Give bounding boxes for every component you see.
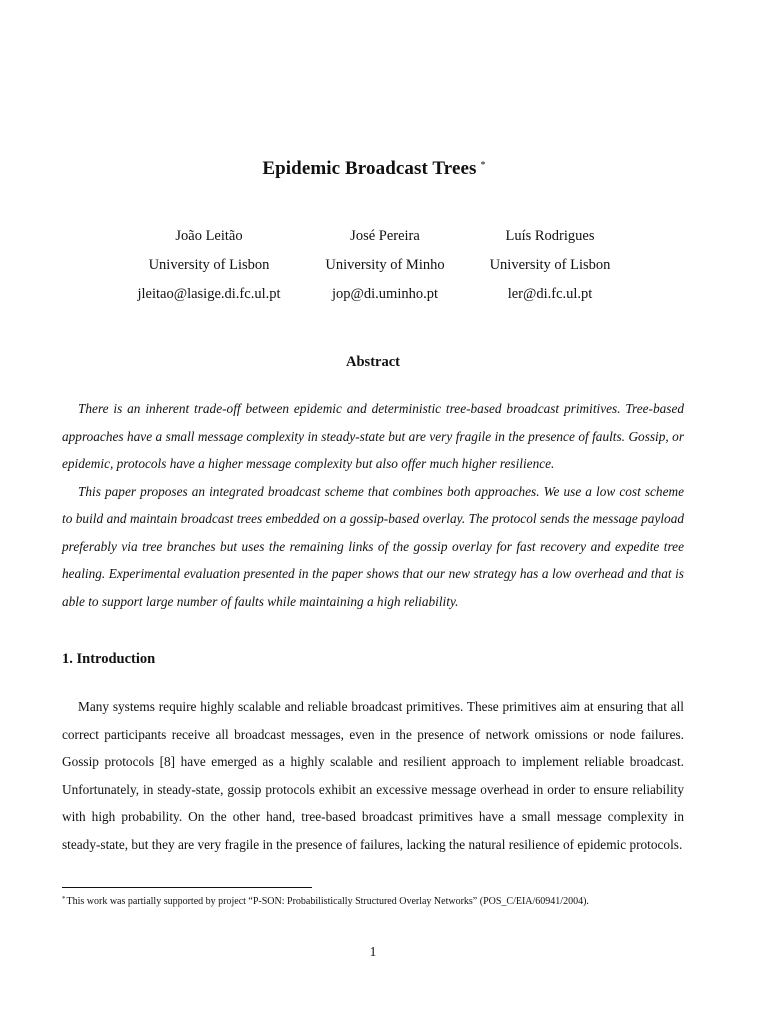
author-email: jleitao@lasige.di.fc.ul.pt xyxy=(137,286,281,302)
paper-title xyxy=(0,158,748,180)
footnote xyxy=(62,892,702,909)
author-email: jop@di.uminho.pt xyxy=(332,286,438,302)
author-name: João Leitão xyxy=(175,228,243,244)
author-block xyxy=(445,222,655,309)
paper-title-text: Epidemic Broadcast Trees xyxy=(262,158,477,179)
author-affiliation: University of Lisbon xyxy=(489,257,611,273)
footnote-text: This work was partially supported by project “P-SON: Probabilistically Structured Overlay Networks” (POS_C/EIA/60941/2004). xyxy=(66,896,589,907)
title-footnote-mark: * xyxy=(480,160,486,171)
abstract-paragraph: There is an inherent trade-off between epidemic and deterministic tree-based broadcast primitives. Tree-based approaches have a small message complexity in steady-state but are very fragile in the presence of faults. Gossip, or epidemic, protocols have a higher message complexity but also offer much higher resilience. xyxy=(62,401,684,471)
abstract-body xyxy=(62,395,684,615)
page-number: 1 xyxy=(369,944,377,959)
author-email: ler@di.fc.ul.pt xyxy=(507,286,593,302)
body-paragraph: Many systems require highly scalable and reliable broadcast primitives. These primitives aim at ensuring that all correct participants receive all broadcast messages, even in the presence of network omissions or node failures. Gossip protocols [8] have emerged as a highly scalable and resilient approach to implement reliable broadcast. Unfortunately, in steady-state, gossip protocols exhibit an excessive message overhead in order to ensure reliability with high probability. On the other hand, tree-based broadcast primitives have a small message complexity in steady-state, but they are very fragile in the presence of failures, lacking the natural resilience of epidemic protocols. xyxy=(62,699,684,852)
author-name: José Pereira xyxy=(350,228,420,244)
author-name: Luís Rodrigues xyxy=(505,228,595,244)
author-affiliation: University of Minho xyxy=(325,257,445,273)
introduction-body xyxy=(62,693,684,858)
footnote-divider xyxy=(62,887,312,888)
footnote-mark: * xyxy=(62,895,66,903)
section-heading: 1. Introduction xyxy=(62,651,156,667)
abstract-heading: Abstract xyxy=(346,354,400,370)
author-affiliation: University of Lisbon xyxy=(148,257,270,273)
abstract-paragraph: This paper proposes an integrated broadcast scheme that combines both approaches. We use a low cost scheme to build and maintain broadcast trees embedded on a gossip-based overlay. The protocol sends the message payload preferably via tree branches but uses the remaining links of the gossip overlay for fast recovery and expedite tree healing. Experimental evaluation presented in the paper shows that our new strategy has a low overhead and that is able to support large number of faults while maintaining a high reliability. xyxy=(62,483,684,609)
